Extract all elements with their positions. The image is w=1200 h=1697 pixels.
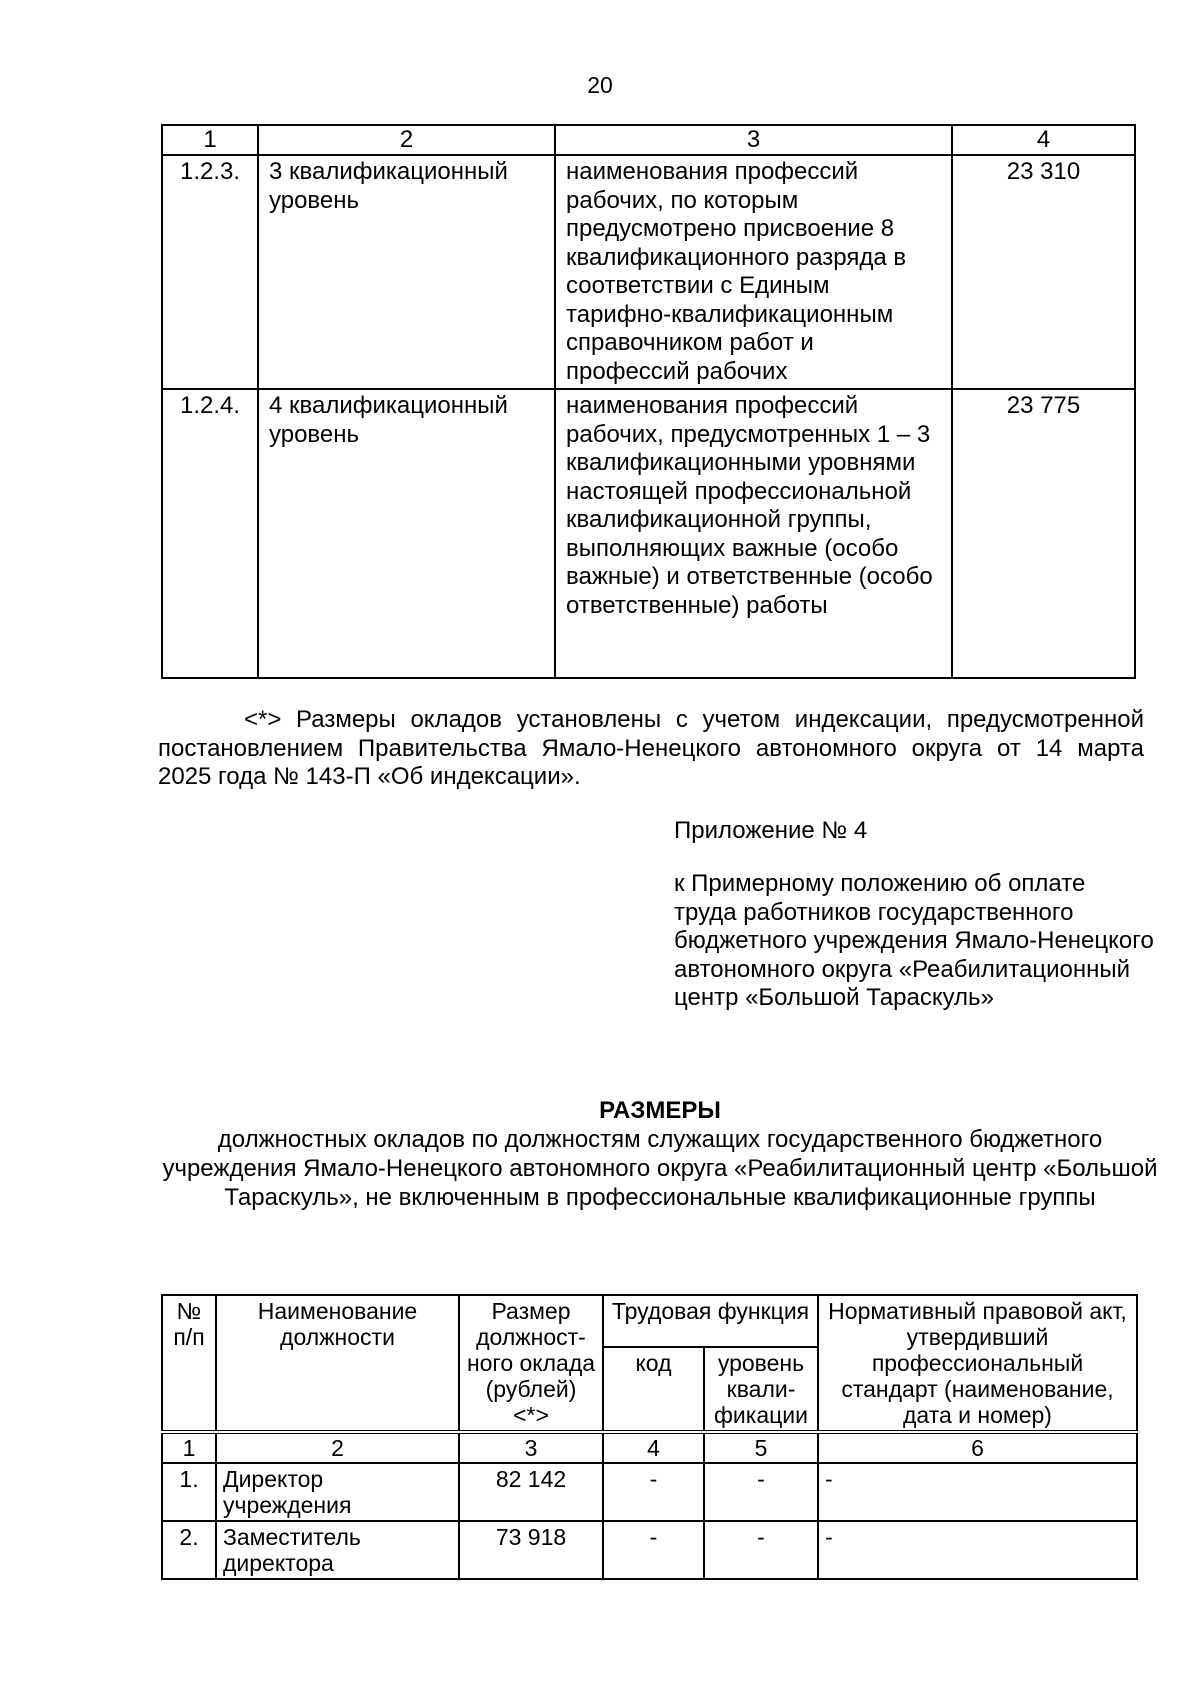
table-index-row <box>162 1432 1137 1463</box>
column-index-3: 3 <box>459 1432 603 1463</box>
column-index-5: 5 <box>704 1432 818 1463</box>
qualification-level: 4 квалификационный уровень <box>258 389 555 678</box>
column-index-4: 4 <box>952 125 1135 155</box>
qualification-level: 3 квалификационный уровень <box>258 155 555 389</box>
table-row <box>162 1521 1137 1579</box>
header-normative-act: Нормативный правовой акт, утвердивший профессиональный стандарт (наименование, дата и номер) <box>818 1295 1137 1432</box>
document-title: РАЗМЕРЫ <box>599 1097 721 1124</box>
row-number: 1.2.4. <box>162 389 258 678</box>
row-number: 2. <box>162 1521 216 1579</box>
header-code: код <box>603 1347 704 1432</box>
salary-value: 73 918 <box>459 1521 603 1579</box>
function-code: - <box>603 1463 704 1521</box>
table-row <box>162 1463 1137 1521</box>
profession-description: наименования профессий рабочих, предусмотренных 1 – 3 квалификационными уровнями настоящей профессиональной квалификационной группы, выполняющих важные (особо важные) и ответственные (особо ответственные) работы <box>555 389 952 678</box>
table-row <box>162 155 1135 389</box>
document-subtitle: должностных окладов по должностям служащих государственного бюджетного учреждения Ямало-Ненецкого автономного округа «Реабилитационный центр «Большой Тараскуль», не включенным в профессиональные квалификационные группы <box>162 1126 1158 1211</box>
position-name: Директор учреждения <box>216 1463 459 1521</box>
function-code: - <box>603 1521 704 1579</box>
table-row <box>162 389 1135 678</box>
header-salary: Размер должност-ного оклада (рублей) <*> <box>459 1295 603 1432</box>
qualification-levels-table <box>161 124 1136 679</box>
salary-value: 82 142 <box>459 1463 603 1521</box>
column-index-6: 6 <box>818 1432 1137 1463</box>
appendix-number: Приложение № 4 <box>674 817 868 844</box>
column-index-2: 2 <box>216 1432 459 1463</box>
profession-description: наименования профессий рабочих, по которым предусмотрено присвоение 8 квалификационного разряда в соответствии с Единым тарифно-квалификационным справочником работ и профессий рабочих <box>555 155 952 389</box>
normative-act: - <box>818 1521 1137 1579</box>
table-header-row <box>162 125 1135 155</box>
footnote: <*> Размеры окладов установлены с учетом индексации, предусмотренной постановлением Правительства Ямало-Ненецкого автономного округа от 14 марта 2025 года № 143-П «Об индексации». <box>158 706 1144 790</box>
page-number: 20 <box>587 72 613 98</box>
header-number: № п/п <box>162 1295 216 1432</box>
salary-table <box>161 1294 1138 1580</box>
column-index-1: 1 <box>162 125 258 155</box>
salary-value: 23 775 <box>952 389 1135 678</box>
header-qualification-level: уровень квали-фикации <box>704 1347 818 1432</box>
row-number: 1. <box>162 1463 216 1521</box>
row-number: 1.2.3. <box>162 155 258 389</box>
column-index-3: 3 <box>555 125 952 155</box>
position-name: Заместитель директора <box>216 1521 459 1579</box>
header-labor-function: Трудовая функция <box>603 1295 818 1347</box>
column-index-4: 4 <box>603 1432 704 1463</box>
normative-act: - <box>818 1463 1137 1521</box>
column-index-1: 1 <box>162 1432 216 1463</box>
appendix-reference: к Примерному положению об оплате труда работников государственного бюджетного учреждения Ямало-Ненецкого автономного округа «Реабилитационный центр «Большой Тараскуль» <box>674 870 1154 1011</box>
column-index-2: 2 <box>258 125 555 155</box>
qualification-level: - <box>704 1521 818 1579</box>
header-position: Наименование должности <box>216 1295 459 1432</box>
salary-value: 23 310 <box>952 155 1135 389</box>
table-header-row <box>162 1295 1137 1347</box>
qualification-level: - <box>704 1463 818 1521</box>
